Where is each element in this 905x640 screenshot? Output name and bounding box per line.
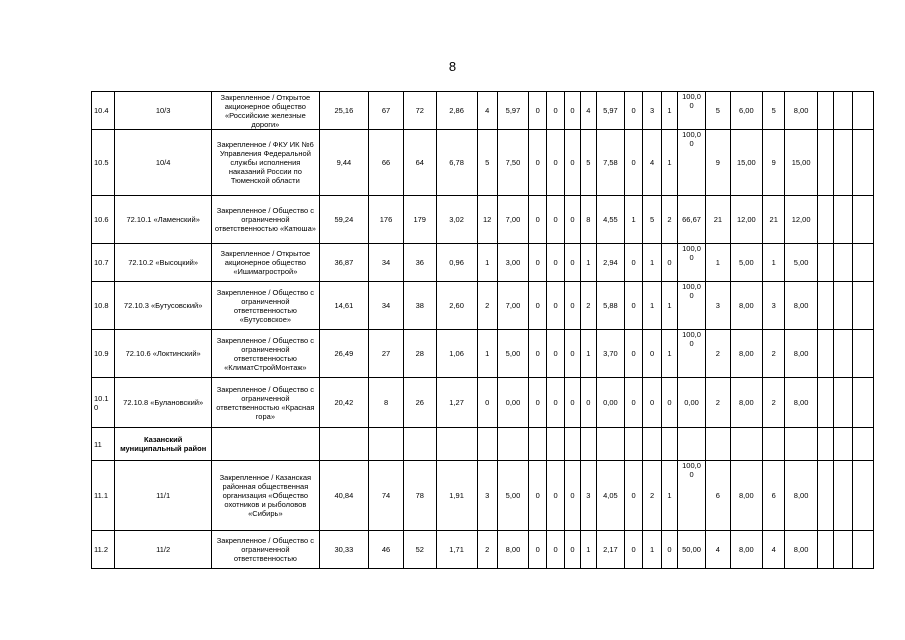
value-cell: 38: [403, 282, 436, 330]
value-cell: [580, 428, 596, 461]
value-cell: 0: [547, 196, 565, 244]
value-cell: 1: [477, 330, 497, 378]
value-cell: [817, 428, 833, 461]
value-cell: [497, 428, 529, 461]
value-cell: 2: [477, 531, 497, 569]
value-cell: [833, 282, 852, 330]
value-cell: 7,58: [596, 130, 624, 196]
value-cell: 4,05: [596, 461, 624, 531]
value-cell: 1: [662, 282, 678, 330]
value-cell: 0: [643, 378, 662, 428]
value-cell: [319, 428, 369, 461]
value-cell: 100,0 0: [677, 330, 705, 378]
value-cell: 9: [706, 130, 730, 196]
value-cell: 8,00: [730, 330, 763, 378]
value-cell: 8,00: [730, 378, 763, 428]
table-row: [92, 130, 874, 196]
value-cell: 2: [706, 330, 730, 378]
value-cell: 2,17: [596, 531, 624, 569]
value-cell: 1: [580, 531, 596, 569]
value-cell: 0: [625, 531, 643, 569]
value-cell: 3: [763, 282, 785, 330]
area-name-cell: 72.10.3 «Бутусовский»: [115, 282, 212, 330]
value-cell: 100,0 0: [677, 461, 705, 531]
value-cell: 1,27: [436, 378, 477, 428]
value-cell: 0: [625, 92, 643, 130]
value-cell: 6: [706, 461, 730, 531]
value-cell: [817, 130, 833, 196]
value-cell: 2: [580, 282, 596, 330]
value-cell: 100,0 0: [677, 282, 705, 330]
area-name-cell: 10/4: [115, 130, 212, 196]
table-row: [92, 428, 874, 461]
user-cell: [212, 428, 319, 461]
value-cell: 0: [547, 130, 565, 196]
value-cell: [833, 461, 852, 531]
value-cell: 3: [643, 92, 662, 130]
value-cell: [833, 428, 852, 461]
value-cell: [833, 196, 852, 244]
value-cell: 9,44: [319, 130, 369, 196]
value-cell: [529, 428, 547, 461]
value-cell: 26: [403, 378, 436, 428]
value-cell: [852, 130, 873, 196]
value-cell: 2: [662, 196, 678, 244]
value-cell: 0: [580, 378, 596, 428]
value-cell: 5,88: [596, 282, 624, 330]
value-cell: [852, 282, 873, 330]
value-cell: 66: [369, 130, 404, 196]
value-cell: 0,96: [436, 244, 477, 282]
row-number-cell: 10.9: [92, 330, 115, 378]
value-cell: 0,00: [596, 378, 624, 428]
value-cell: 5,00: [730, 244, 763, 282]
value-cell: 50,00: [677, 531, 705, 569]
value-cell: [625, 428, 643, 461]
value-cell: 40,84: [319, 461, 369, 531]
value-cell: [833, 330, 852, 378]
value-cell: 1: [662, 92, 678, 130]
value-cell: 78: [403, 461, 436, 531]
value-cell: [706, 428, 730, 461]
value-cell: 0: [529, 378, 547, 428]
value-cell: 3: [580, 461, 596, 531]
value-cell: [477, 428, 497, 461]
value-cell: 25,16: [319, 92, 369, 130]
value-cell: 3: [706, 282, 730, 330]
value-cell: 1: [763, 244, 785, 282]
value-cell: 0: [565, 378, 581, 428]
value-cell: 0: [625, 244, 643, 282]
table-row: [92, 196, 874, 244]
area-name-cell: 11/1: [115, 461, 212, 531]
value-cell: [596, 428, 624, 461]
value-cell: [852, 428, 873, 461]
row-number-cell: 11.2: [92, 531, 115, 569]
user-cell: Закрепленное / Общество с ограниченной ответственностью «КлиматСтройМонтаж»: [212, 330, 319, 378]
value-cell: 3,70: [596, 330, 624, 378]
table-body: [92, 92, 874, 569]
value-cell: 6,00: [730, 92, 763, 130]
value-cell: [833, 92, 852, 130]
area-name-cell: 72.10.6 «Локтинский»: [115, 330, 212, 378]
value-cell: 8,00: [785, 378, 818, 428]
value-cell: 0: [565, 282, 581, 330]
value-cell: 8: [369, 378, 404, 428]
value-cell: [643, 428, 662, 461]
value-cell: 27: [369, 330, 404, 378]
hunting-grounds-table: [91, 91, 874, 569]
table-row: [92, 378, 874, 428]
row-number-cell: 10.8: [92, 282, 115, 330]
value-cell: 0: [547, 378, 565, 428]
value-cell: 52: [403, 531, 436, 569]
value-cell: 0: [547, 461, 565, 531]
value-cell: 20,42: [319, 378, 369, 428]
value-cell: 0: [662, 531, 678, 569]
page-number: 8: [448, 59, 457, 74]
value-cell: 12,00: [785, 196, 818, 244]
value-cell: [817, 461, 833, 531]
value-cell: 7,00: [497, 282, 529, 330]
value-cell: 4: [643, 130, 662, 196]
value-cell: 14,61: [319, 282, 369, 330]
value-cell: 0: [529, 244, 547, 282]
value-cell: [852, 244, 873, 282]
value-cell: 0: [565, 196, 581, 244]
table-row: [92, 244, 874, 282]
value-cell: 0: [625, 461, 643, 531]
value-cell: 6: [763, 461, 785, 531]
value-cell: 179: [403, 196, 436, 244]
value-cell: 0: [547, 330, 565, 378]
value-cell: 1: [580, 244, 596, 282]
value-cell: 6,78: [436, 130, 477, 196]
row-number-cell: 11.1: [92, 461, 115, 531]
value-cell: 64: [403, 130, 436, 196]
value-cell: 5,00: [497, 330, 529, 378]
area-name-cell: 11/2: [115, 531, 212, 569]
value-cell: [852, 196, 873, 244]
value-cell: 1: [643, 282, 662, 330]
value-cell: 100,0 0: [677, 130, 705, 196]
table-row: [92, 330, 874, 378]
value-cell: 1: [662, 130, 678, 196]
value-cell: 1,71: [436, 531, 477, 569]
value-cell: [662, 428, 678, 461]
value-cell: 8,00: [730, 461, 763, 531]
value-cell: 0: [529, 196, 547, 244]
value-cell: 0: [529, 330, 547, 378]
value-cell: [730, 428, 763, 461]
value-cell: 8: [580, 196, 596, 244]
value-cell: [852, 378, 873, 428]
value-cell: 1,06: [436, 330, 477, 378]
value-cell: 5,97: [596, 92, 624, 130]
value-cell: 3: [477, 461, 497, 531]
value-cell: 26,49: [319, 330, 369, 378]
value-cell: 4: [477, 92, 497, 130]
value-cell: 0: [565, 130, 581, 196]
value-cell: 15,00: [785, 130, 818, 196]
value-cell: [833, 244, 852, 282]
value-cell: 5: [580, 130, 596, 196]
value-cell: 1: [580, 330, 596, 378]
user-cell: Закрепленное / Открытое акционерное общество «Российские железные дороги»: [212, 92, 319, 130]
value-cell: 21: [706, 196, 730, 244]
value-cell: 0: [565, 531, 581, 569]
user-cell: Закрепленное / ФКУ ИК №6 Управления Федеральной службы исполнения наказаний России по Тюменской области: [212, 130, 319, 196]
value-cell: 8,00: [785, 531, 818, 569]
value-cell: [436, 428, 477, 461]
row-number-cell: 10.7: [92, 244, 115, 282]
value-cell: [817, 244, 833, 282]
value-cell: 0: [477, 378, 497, 428]
area-name-cell: 10/3: [115, 92, 212, 130]
value-cell: 12: [477, 196, 497, 244]
value-cell: 1: [662, 330, 678, 378]
value-cell: [833, 130, 852, 196]
value-cell: [852, 461, 873, 531]
value-cell: 0: [662, 244, 678, 282]
value-cell: [817, 92, 833, 130]
value-cell: 0: [662, 378, 678, 428]
value-cell: 0: [529, 531, 547, 569]
row-number-cell: 11: [92, 428, 115, 461]
row-number-cell: 10.1 0: [92, 378, 115, 428]
value-cell: 8,00: [730, 531, 763, 569]
user-cell: Закрепленное / Общество с ограниченной ответственностью: [212, 531, 319, 569]
user-cell: Закрепленное / Открытое акционерное общество «Ишимагрострой»: [212, 244, 319, 282]
value-cell: 8,00: [497, 531, 529, 569]
value-cell: 8,00: [785, 282, 818, 330]
value-cell: 5,00: [497, 461, 529, 531]
value-cell: 30,33: [319, 531, 369, 569]
value-cell: 8,00: [785, 461, 818, 531]
value-cell: [833, 531, 852, 569]
table-row: [92, 282, 874, 330]
value-cell: 1: [706, 244, 730, 282]
value-cell: 1: [643, 244, 662, 282]
area-name-cell: 72.10.2 «Высоцкий»: [115, 244, 212, 282]
value-cell: 34: [369, 282, 404, 330]
value-cell: 4: [706, 531, 730, 569]
value-cell: 1: [643, 531, 662, 569]
value-cell: 0: [547, 92, 565, 130]
value-cell: 7,00: [497, 196, 529, 244]
value-cell: 8,00: [785, 92, 818, 130]
area-name-cell: Казанский муниципальный район: [115, 428, 212, 461]
value-cell: [369, 428, 404, 461]
value-cell: 0: [565, 330, 581, 378]
value-cell: 4,55: [596, 196, 624, 244]
value-cell: 8,00: [730, 282, 763, 330]
value-cell: 59,24: [319, 196, 369, 244]
value-cell: [403, 428, 436, 461]
value-cell: [547, 428, 565, 461]
value-cell: 0: [565, 461, 581, 531]
value-cell: [833, 378, 852, 428]
value-cell: 0: [565, 244, 581, 282]
value-cell: 0,00: [497, 378, 529, 428]
value-cell: 2: [706, 378, 730, 428]
value-cell: 0: [529, 282, 547, 330]
value-cell: [565, 428, 581, 461]
table-row: [92, 461, 874, 531]
value-cell: 67: [369, 92, 404, 130]
value-cell: 5: [477, 130, 497, 196]
value-cell: 66,67: [677, 196, 705, 244]
value-cell: 0: [625, 330, 643, 378]
value-cell: 0: [565, 92, 581, 130]
value-cell: 72: [403, 92, 436, 130]
value-cell: 0: [547, 282, 565, 330]
value-cell: 2: [643, 461, 662, 531]
area-name-cell: 72.10.8 «Булановский»: [115, 378, 212, 428]
value-cell: 2,60: [436, 282, 477, 330]
value-cell: [817, 378, 833, 428]
value-cell: 28: [403, 330, 436, 378]
value-cell: 74: [369, 461, 404, 531]
value-cell: 5: [643, 196, 662, 244]
value-cell: 0,00: [677, 378, 705, 428]
value-cell: 2: [477, 282, 497, 330]
value-cell: [817, 282, 833, 330]
value-cell: 21: [763, 196, 785, 244]
value-cell: 5,97: [497, 92, 529, 130]
value-cell: 0: [625, 282, 643, 330]
value-cell: 0: [529, 461, 547, 531]
value-cell: 0: [625, 130, 643, 196]
user-cell: Закрепленное / Общество с ограниченной ответственностью «Красная гора»: [212, 378, 319, 428]
row-number-cell: 10.6: [92, 196, 115, 244]
value-cell: 5: [763, 92, 785, 130]
value-cell: [817, 330, 833, 378]
value-cell: 3,00: [497, 244, 529, 282]
value-cell: 8,00: [785, 330, 818, 378]
value-cell: 1: [477, 244, 497, 282]
value-cell: 5,00: [785, 244, 818, 282]
value-cell: 4: [763, 531, 785, 569]
value-cell: [817, 531, 833, 569]
value-cell: [763, 428, 785, 461]
value-cell: 1,91: [436, 461, 477, 531]
value-cell: 2: [763, 330, 785, 378]
value-cell: [785, 428, 818, 461]
row-number-cell: 10.5: [92, 130, 115, 196]
value-cell: 100,0 0: [677, 92, 705, 130]
value-cell: 2: [763, 378, 785, 428]
value-cell: 0: [529, 92, 547, 130]
value-cell: [852, 92, 873, 130]
value-cell: 36,87: [319, 244, 369, 282]
value-cell: 2,86: [436, 92, 477, 130]
value-cell: [677, 428, 705, 461]
value-cell: 46: [369, 531, 404, 569]
value-cell: 1: [625, 196, 643, 244]
value-cell: 0: [625, 378, 643, 428]
user-cell: Закрепленное / Казанская районная общественная организация «Общество охотников и рыболовов «Сибирь»: [212, 461, 319, 531]
value-cell: 1: [662, 461, 678, 531]
value-cell: 7,50: [497, 130, 529, 196]
value-cell: 5: [706, 92, 730, 130]
value-cell: 176: [369, 196, 404, 244]
value-cell: 0: [643, 330, 662, 378]
value-cell: 0: [547, 244, 565, 282]
table-row: [92, 531, 874, 569]
value-cell: 15,00: [730, 130, 763, 196]
value-cell: [852, 330, 873, 378]
value-cell: 2,94: [596, 244, 624, 282]
value-cell: 3,02: [436, 196, 477, 244]
value-cell: 100,0 0: [677, 244, 705, 282]
value-cell: [817, 196, 833, 244]
value-cell: 36: [403, 244, 436, 282]
table-row: [92, 92, 874, 130]
user-cell: Закрепленное / Общество с ограниченной ответственностью «Катюша»: [212, 196, 319, 244]
value-cell: 0: [547, 531, 565, 569]
value-cell: 9: [763, 130, 785, 196]
value-cell: [852, 531, 873, 569]
user-cell: Закрепленное / Общество с ограниченной ответственностью «Бутусовское»: [212, 282, 319, 330]
value-cell: 12,00: [730, 196, 763, 244]
value-cell: 0: [529, 130, 547, 196]
value-cell: 34: [369, 244, 404, 282]
value-cell: 4: [580, 92, 596, 130]
area-name-cell: 72.10.1 «Ламенский»: [115, 196, 212, 244]
row-number-cell: 10.4: [92, 92, 115, 130]
